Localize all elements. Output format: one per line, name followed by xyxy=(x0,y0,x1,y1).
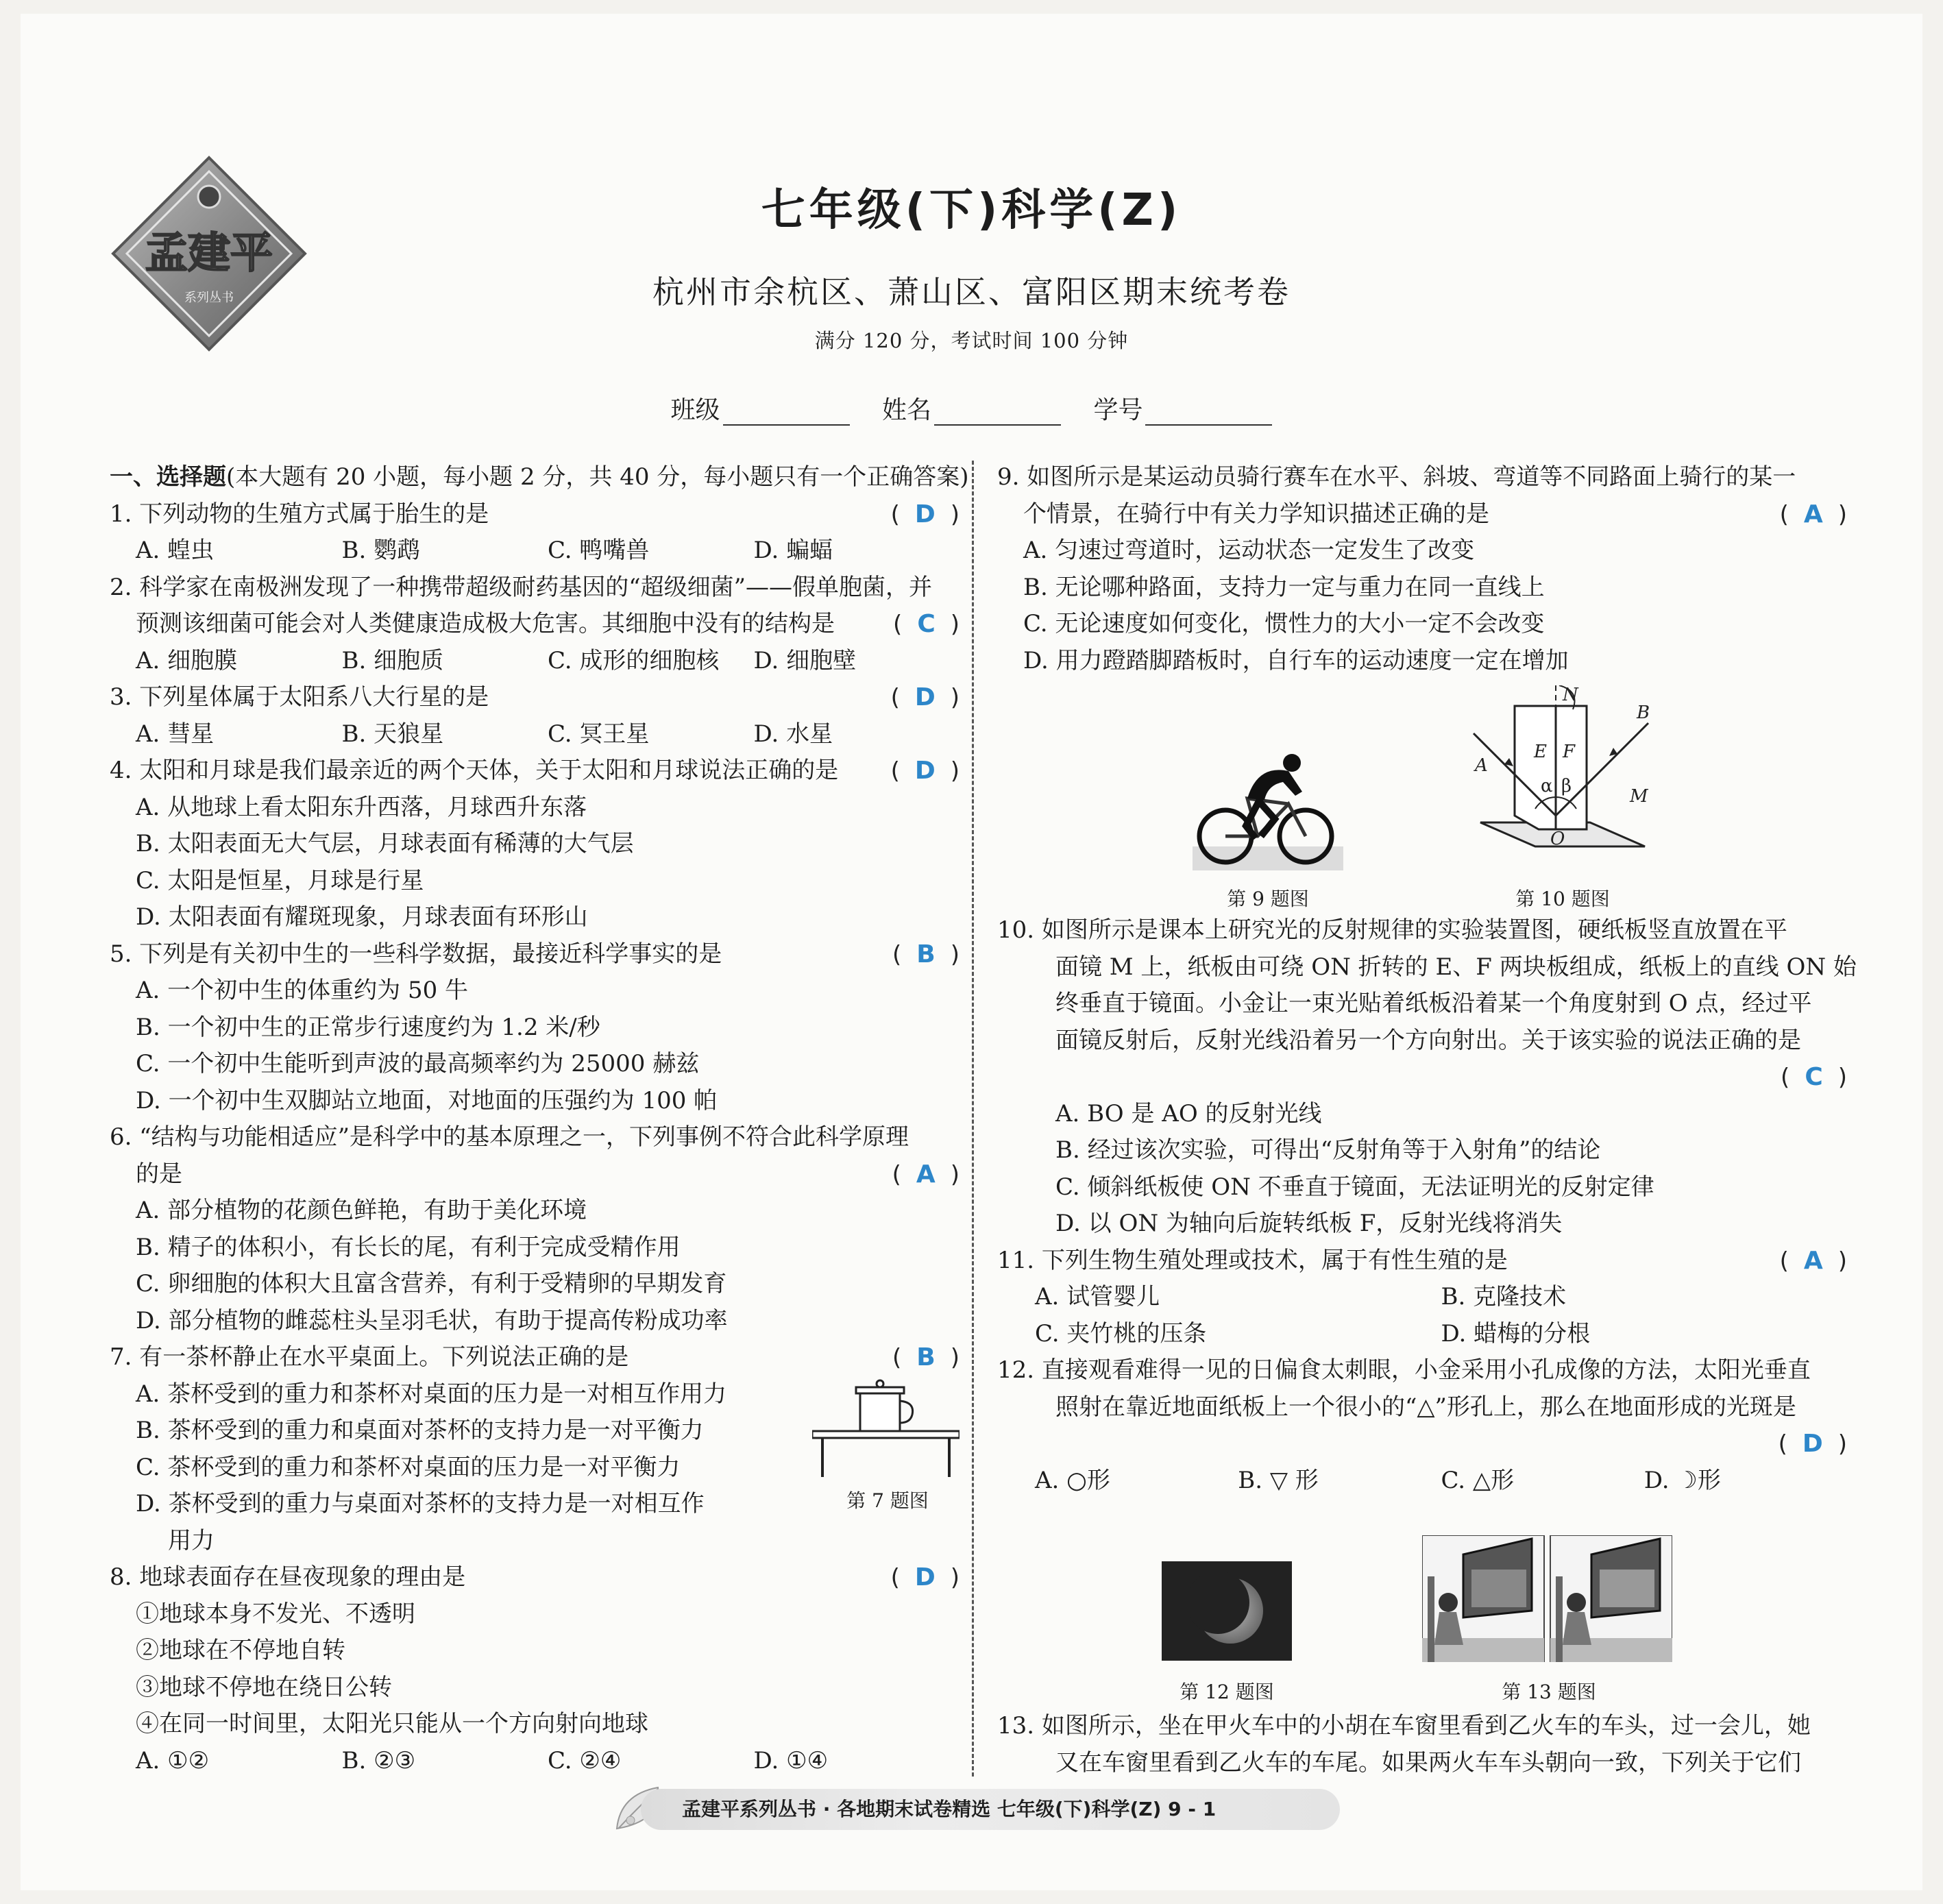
q6-option-b[interactable]: B. 精子的体积小，有长长的尾，有利于完成受精作用 xyxy=(136,1233,681,1261)
q11-option-c[interactable]: C. 夹竹桃的压条 xyxy=(1035,1319,1207,1347)
class-blank[interactable] xyxy=(723,405,850,426)
q2-answer: ( C ) xyxy=(893,610,960,638)
q2-options xyxy=(110,643,960,680)
q8-answer-letter: D xyxy=(914,1563,936,1591)
question-7 xyxy=(110,1339,960,1376)
q12-figure-eclipse xyxy=(1162,1561,1292,1661)
question-2 xyxy=(110,570,960,607)
q10-figure-reflection xyxy=(1467,685,1659,857)
q7-figure-cup-table xyxy=(812,1378,960,1477)
q3-option-c[interactable]: C. 冥王星 xyxy=(548,720,650,748)
q12-option-c[interactable]: C. △形 xyxy=(1441,1466,1515,1494)
q10-label-n: N xyxy=(1563,685,1578,705)
question-11 xyxy=(997,1243,1847,1280)
q9-option-d[interactable]: D. 用力蹬踏脚踏板时，自行车的运动速度一定在增加 xyxy=(1023,646,1569,674)
q13-stem-line2: 又在车窗里看到乙火车的车尾。如果两火车车头朝向一致，下列关于它们 xyxy=(1055,1748,1801,1777)
q9-option-b[interactable]: B. 无论哪种路面，支持力一定与重力在同一直线上 xyxy=(1023,573,1545,601)
q11-stem: 11. 下列生物生殖处理或技术，属于有性生殖的是 xyxy=(997,1246,1508,1274)
q12-answer-row xyxy=(997,1426,1847,1463)
q8-option-b[interactable]: B. ②③ xyxy=(341,1746,416,1774)
question-12 xyxy=(997,1352,1847,1389)
q10-label-f: F xyxy=(1563,742,1576,762)
student-info-fields xyxy=(0,391,1943,426)
q1-stem: 1. 下列动物的生殖方式属于胎生的是 xyxy=(110,500,489,528)
q13-stem-line1: 13. 如图所示，坐在甲火车中的小胡在车窗里看到乙火车的车头，过一会儿，她 xyxy=(997,1712,1811,1740)
question-2-cont xyxy=(110,606,960,643)
q2-option-c[interactable]: C. 成形的细胞核 xyxy=(548,646,720,674)
q10-option-a[interactable]: A. BO 是 AO 的反射光线 xyxy=(1055,1099,1322,1127)
q10-label-a: A xyxy=(1475,755,1488,776)
q9-option-a[interactable]: A. 匀速过弯道时，运动状态一定发生了改变 xyxy=(1023,537,1475,564)
number-label: 学号 xyxy=(1093,396,1143,424)
q10-answer-row xyxy=(997,1059,1847,1096)
question-5 xyxy=(110,936,960,973)
q7-option-d[interactable]: D. 茶杯受到的重力与桌面对茶杯的支持力是一对相互作 xyxy=(136,1490,705,1517)
q7-option-d-cont: 用力 xyxy=(168,1526,215,1554)
q1-options xyxy=(110,533,960,570)
question-13 xyxy=(997,1708,1847,1781)
q6-option-d[interactable]: D. 部分植物的雌蕊柱头呈羽毛状，有助于提高传粉成功率 xyxy=(136,1306,728,1334)
q6-stem-line2: 的是 xyxy=(136,1160,182,1188)
q3-option-a[interactable]: A. 彗星 xyxy=(136,720,215,748)
q3-option-d[interactable]: D. 水星 xyxy=(753,720,833,748)
q9-answer: ( A ) xyxy=(1779,500,1847,528)
q12-option-d[interactable]: D. ☽形 xyxy=(1643,1466,1721,1494)
q5-option-a[interactable]: A. 一个初中生的体重约为 50 牛 xyxy=(136,977,469,1004)
number-blank[interactable] xyxy=(1145,405,1272,426)
question-10 xyxy=(997,912,1847,949)
q9-stem-line2: 个情景，在骑行中有关力学知识描述正确的是 xyxy=(1023,500,1489,528)
question-9-cont xyxy=(997,496,1847,533)
q12-option-a[interactable]: A. ○形 xyxy=(1035,1466,1110,1494)
q10-label-o: O xyxy=(1550,829,1565,849)
q11-options-row1 xyxy=(997,1279,1847,1316)
q10-answer: ( C ) xyxy=(1781,1063,1847,1091)
q10-option-c[interactable]: C. 倾斜纸板使 ON 不垂直于镜面，无法证明光的反射定律 xyxy=(1055,1173,1654,1201)
q10-stem-line1: 10. 如图所示是课本上研究光的反射规律的实验装置图，硬纸板竖直放置在平 xyxy=(997,916,1787,944)
q12-stem-line1: 12. 直接观看难得一见的日偏食太刺眼，小金采用小孔成像的方法，太阳光垂直 xyxy=(997,1356,1811,1384)
q11-options-row2 xyxy=(997,1316,1847,1353)
q3-answer-letter: D xyxy=(914,683,936,711)
q6-option-a[interactable]: A. 部分植物的花颜色鲜艳，有助于美化环境 xyxy=(136,1197,587,1224)
q8-option-a[interactable]: A. ①② xyxy=(136,1746,210,1774)
q8-item-1: ①地球本身不发光、不透明 xyxy=(136,1600,415,1628)
logo-text: 孟建平 xyxy=(145,228,273,278)
q5-answer-letter: B xyxy=(916,940,936,968)
q12-option-b[interactable]: B. ▽ 形 xyxy=(1238,1466,1319,1494)
q12-answer: ( D ) xyxy=(1778,1430,1847,1458)
q12-answer-letter: D xyxy=(1802,1430,1823,1458)
q7-option-b[interactable]: B. 茶杯受到的重力和桌面对茶杯的支持力是一对平衡力 xyxy=(136,1417,704,1444)
q10-stem-line4: 面镜反射后，反射光线沿着另一个方向射出。关于该实验的说法正确的是 xyxy=(1055,1026,1801,1054)
page-footer: 孟建平系列丛书 · 各地期末试卷精选 七年级(下)科学(Z) 9 - 1 xyxy=(641,1789,1340,1830)
q1-answer: ( D ) xyxy=(890,500,960,528)
q7-stem: 7. 有一茶杯静止在水平桌面上。下列说法正确的是 xyxy=(110,1343,629,1371)
q1-option-d[interactable]: D. 蝙蝠 xyxy=(753,537,833,564)
question-1 xyxy=(110,496,960,533)
q5-option-d[interactable]: D. 一个初中生双脚站立地面，对地面的压强约为 100 帕 xyxy=(136,1086,718,1114)
q4-option-c[interactable]: C. 太阳是恒星，月球是行星 xyxy=(136,866,424,894)
q3-stem: 3. 下列星体属于太阳系八大行星的是 xyxy=(110,683,489,711)
q4-answer: ( D ) xyxy=(890,757,960,785)
page-title: 七年级(下)科学(Z) xyxy=(761,185,1182,236)
question-8 xyxy=(110,1559,960,1596)
q6-answer-letter: A xyxy=(916,1160,936,1188)
q7-answer: ( B ) xyxy=(892,1343,960,1371)
q12-stem-line2: 照射在靠近地面纸板上一个很小的“△”形孔上，那么在地面形成的光斑是 xyxy=(1055,1393,1796,1421)
q6-stem-line1: 6. “结构与功能相适应”是科学中的基本原理之一，下列事例不符合此科学原理 xyxy=(110,1123,909,1151)
q7-option-a[interactable]: A. 茶杯受到的重力和茶杯对桌面的压力是一对相互作用力 xyxy=(136,1380,727,1408)
q9-answer-letter: A xyxy=(1803,500,1823,528)
name-label: 姓名 xyxy=(881,396,931,424)
q8-option-c[interactable]: C. ②④ xyxy=(548,1746,622,1774)
logo-subtext: 系列丛书 xyxy=(184,291,234,305)
q3-answer: ( D ) xyxy=(890,683,960,711)
q3-option-b[interactable]: B. 天狼星 xyxy=(341,720,444,748)
q2-option-b[interactable]: B. 细胞质 xyxy=(341,646,444,674)
q1-option-b[interactable]: B. 鹦鹉 xyxy=(341,537,421,564)
q11-option-d[interactable]: D. 蜡梅的分根 xyxy=(1441,1319,1591,1347)
q8-option-d[interactable]: D. ①④ xyxy=(753,1746,829,1774)
left-column xyxy=(110,459,969,1779)
q5-option-b[interactable]: B. 一个初中生的正常步行速度约为 1.2 米/秒 xyxy=(136,1013,600,1041)
q3-options xyxy=(110,716,960,753)
q10-label-b: B xyxy=(1637,703,1650,723)
q4-answer-letter: D xyxy=(914,757,936,785)
q9-figure-cyclist xyxy=(1193,750,1343,870)
question-4 xyxy=(110,753,960,790)
q2-answer-letter: C xyxy=(917,610,936,638)
section-title xyxy=(110,459,969,496)
q8-item-4: ④在同一时间里，太阳光只能从一个方向射向地球 xyxy=(136,1710,648,1737)
q8-stem: 8. 地球表面存在昼夜现象的理由是 xyxy=(110,1563,466,1591)
q9-stem-line1: 9. 如图所示是某运动员骑行赛车在水平、斜坡、弯道等不同路面上骑行的某一 xyxy=(997,463,1796,491)
q11-answer-letter: A xyxy=(1803,1246,1823,1275)
q5-stem: 5. 下列是有关初中生的一些科学数据，最接近科学事实的是 xyxy=(110,940,722,968)
q10-label-beta: β xyxy=(1561,776,1572,796)
q13-figure-trains xyxy=(1422,1535,1672,1662)
q4-option-a[interactable]: A. 从地球上看太阳东升西落，月球西升东落 xyxy=(136,793,587,821)
q9-option-c[interactable]: C. 无论速度如何变化，惯性力的大小一定不会改变 xyxy=(1023,610,1545,637)
q10-answer-letter: C xyxy=(1805,1063,1823,1091)
exam-info: 满分 120 分，考试时间 100 分钟 xyxy=(814,329,1129,352)
q2-stem-line2: 预测该细菌可能会对人类健康造成极大危害。其细胞中没有的结构是 xyxy=(136,610,835,637)
q10-option-b[interactable]: B. 经过该次实验，可得出“反射角等于入射角”的结论 xyxy=(1055,1136,1601,1164)
question-3 xyxy=(110,679,960,716)
q4-stem: 4. 太阳和月球是我们最亲近的两个天体，关于太阳和月球说法正确的是 xyxy=(110,757,839,784)
q10-stem-line3: 终垂直于镜面。小金让一束光贴着纸板沿着某一个角度射到 O 点，经过平 xyxy=(1055,990,1812,1017)
q11-option-a[interactable]: A. 试管婴儿 xyxy=(1035,1283,1160,1310)
q10-caption: 第 10 题图 xyxy=(1515,888,1610,910)
right-column-lower xyxy=(997,912,1857,1499)
class-label: 班级 xyxy=(670,396,720,424)
q8-item-2: ②地球在不停地自转 xyxy=(136,1637,345,1664)
q2-option-a[interactable]: A. 细胞膜 xyxy=(136,646,238,674)
q8-item-3: ③地球不停地在绕日公转 xyxy=(136,1673,392,1701)
question-9 xyxy=(997,459,1847,496)
question-6 xyxy=(110,1119,960,1156)
q11-option-b[interactable]: B. 克隆技术 xyxy=(1441,1283,1567,1310)
q9-caption: 第 9 题图 xyxy=(1227,888,1309,910)
section-note: (本大题有 20 小题，每小题 2 分，共 40 分，每小题只有一个正确答案) xyxy=(226,463,969,491)
q1-option-a[interactable]: A. 蝗虫 xyxy=(136,537,215,564)
q6-option-c[interactable]: C. 卵细胞的体积大且富含营养，有利于受精卵的早期发育 xyxy=(136,1270,727,1297)
q10-stem-line2: 面镜 M 上，纸板由可绕 ON 折转的 E、F 两块板组成，纸板上的直线 ON 始 xyxy=(1055,953,1857,981)
q5-option-c[interactable]: C. 一个初中生能听到声波的最高频率约为 25000 赫兹 xyxy=(136,1050,700,1077)
q10-label-alpha: α xyxy=(1541,776,1553,796)
q7-answer-letter: B xyxy=(916,1343,936,1371)
q8-answer: ( D ) xyxy=(890,1563,960,1591)
q4-option-d[interactable]: D. 太阳表面有耀斑现象，月球表面有环形山 xyxy=(136,903,588,931)
q12-caption: 第 12 题图 xyxy=(1180,1681,1274,1703)
q1-option-c[interactable]: C. 鸭嘴兽 xyxy=(548,537,650,564)
right-column xyxy=(997,459,1847,679)
q4-option-b[interactable]: B. 太阳表面无大气层，月球表面有稀薄的大气层 xyxy=(136,830,634,857)
name-blank[interactable] xyxy=(934,405,1061,426)
section-heading: 一、选择题 xyxy=(110,463,226,491)
q8-options xyxy=(110,1743,960,1780)
q2-stem-line1: 2. 科学家在南极洲发现了一种携带超级耐药基因的“超级细菌”——假单胞菌，并 xyxy=(110,573,933,601)
q7-caption: 第 7 题图 xyxy=(846,1489,929,1512)
q7-option-c[interactable]: C. 茶杯受到的重力和茶杯对桌面的压力是一对平衡力 xyxy=(136,1453,681,1481)
column-divider xyxy=(972,461,974,1777)
q11-answer: ( A ) xyxy=(1779,1246,1847,1275)
q1-answer-letter: D xyxy=(914,500,936,528)
q2-option-d[interactable]: D. 细胞壁 xyxy=(753,646,857,674)
q6-answer: ( A ) xyxy=(892,1160,960,1188)
q13-caption: 第 13 题图 xyxy=(1502,1681,1596,1703)
q10-option-d[interactable]: D. 以 ON 为轴向后旋转纸板 F，反射光线将消失 xyxy=(1055,1210,1563,1237)
q10-label-e: E xyxy=(1534,742,1547,762)
q10-label-m: M xyxy=(1630,786,1648,807)
exam-subtitle: 杭州市余杭区、萧山区、富阳区期末统考卷 xyxy=(652,273,1291,310)
q5-answer: ( B ) xyxy=(892,940,960,968)
q12-options xyxy=(997,1463,1847,1500)
question-6-cont xyxy=(110,1156,960,1193)
